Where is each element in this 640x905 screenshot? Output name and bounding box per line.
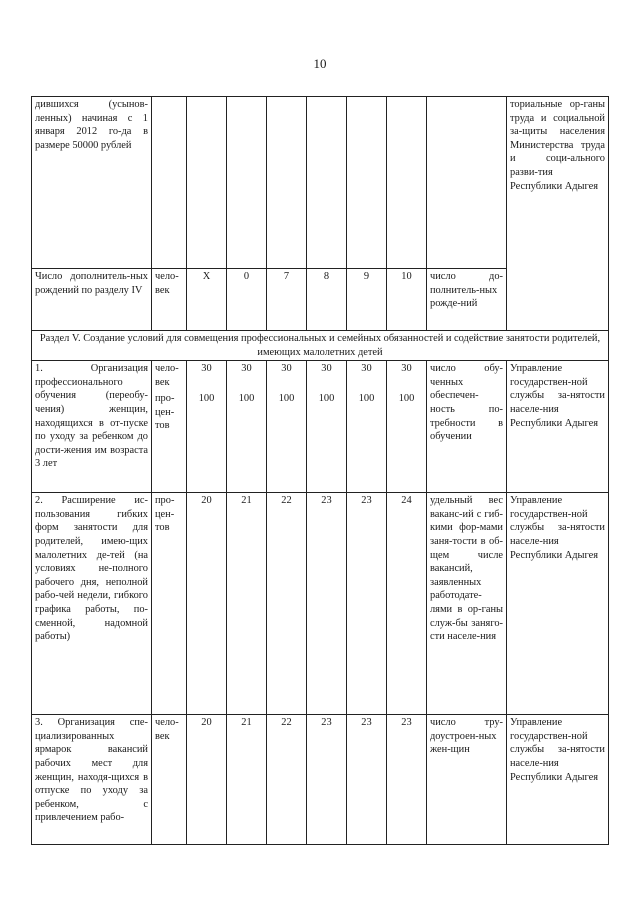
program-table <box>31 96 609 845</box>
row-births-description: Число дополнитель-ных рождений по разделу IV <box>32 269 152 331</box>
row-continued-unit <box>152 97 187 269</box>
row-1-value-6 <box>387 361 427 493</box>
row-3-value-2: 21 <box>227 715 267 845</box>
row-1-value-1-a: 30 <box>201 363 212 375</box>
row-1-value-1 <box>187 361 227 493</box>
row-1-responsible: Управление государствен-ной службы за-нятости населе-ния Республики Адыгея <box>507 361 609 493</box>
table-row-3 <box>32 715 609 845</box>
row-3-responsible: Управление государствен-ной службы за-нятости населе-ния Республики Адыгея <box>507 715 609 845</box>
row-1-value-4-b: 100 <box>318 393 335 405</box>
section-heading-row <box>32 331 609 361</box>
row-2-description: 2. Расширение ис-пользования гибких форм занятости для родителей, имею-щих малолетних де-тей (на условиях не-полного рабочего дня, неполной рабо-чей недели, гибкого графика работы, по-сменной, надомной работы) <box>32 493 152 715</box>
row-1-unit <box>152 361 187 493</box>
row-continued-value-1 <box>187 97 227 269</box>
row-1-value-6-a: 30 <box>401 363 412 375</box>
row-2-value-4: 23 <box>307 493 347 715</box>
row-births-value-1: Х <box>187 269 227 331</box>
row-2-value-2: 21 <box>227 493 267 715</box>
row-3-value-5: 23 <box>347 715 387 845</box>
row-1-description: 1. Организация профессионального обучения (переобу-чения) женщин, находящихся в от-пуске по уходу за ребенком до дости-жения им возраста 3 лет <box>32 361 152 493</box>
row-1-value-4 <box>307 361 347 493</box>
row-1-value-5-a: 30 <box>361 363 372 375</box>
row-continued-description: дившихся (усынов-ленных) начиная с 1 января 2012 го-да в размере 50000 рублей <box>32 97 152 269</box>
row-3-value-3: 22 <box>267 715 307 845</box>
table-row-continued <box>32 97 609 269</box>
row-3-value-6: 23 <box>387 715 427 845</box>
row-continued-value-5 <box>347 97 387 269</box>
row-1-value-5 <box>347 361 387 493</box>
row-continued-value-3 <box>267 97 307 269</box>
row-1-value-2 <box>227 361 267 493</box>
row-2-value-1: 20 <box>187 493 227 715</box>
row-births-unit: чело-век <box>152 269 187 331</box>
row-births-indicator: число до-полнитель-ных рожде-ний <box>427 269 507 331</box>
row-1-value-6-b: 100 <box>398 393 415 405</box>
row-births-value-2: 0 <box>227 269 267 331</box>
row-continued-indicator <box>427 97 507 269</box>
table-row-2 <box>32 493 609 715</box>
row-2-value-5: 23 <box>347 493 387 715</box>
row-2-value-3: 22 <box>267 493 307 715</box>
row-3-indicator: число тру-доустроен-ных жен-щин <box>427 715 507 845</box>
row-1-value-3-b: 100 <box>278 393 295 405</box>
row-3-description: 3. Организация спе-циализированных ярмарок вакансий рабочих мест для женщин, находя-щихся в отпуске по уходу за ребенком, с привлечением рабо- <box>32 715 152 845</box>
row-1-unit-b: про-цен-тов <box>155 393 175 432</box>
row-3-value-4: 23 <box>307 715 347 845</box>
row-1-value-2-a: 30 <box>241 363 252 375</box>
row-2-responsible: Управление государствен-ной службы за-нятости населе-ния Республики Адыгея <box>507 493 609 715</box>
row-1-indicator: число обу-ченных обеспечен-ность по-требности в обучении <box>427 361 507 493</box>
row-3-value-1: 20 <box>187 715 227 845</box>
row-1-value-3-a: 30 <box>281 363 292 375</box>
section-heading: Раздел V. Создание условий для совмещения профессиональных и семейных обязанностей и содействие занятости родителей, имеющих малолетних детей <box>32 331 609 361</box>
row-1-value-4-a: 30 <box>321 363 332 375</box>
row-births-value-6: 10 <box>387 269 427 331</box>
page-number: 10 <box>313 56 327 71</box>
row-3-unit: чело-век <box>152 715 187 845</box>
row-1-value-2-b: 100 <box>238 393 255 405</box>
row-continued-value-2 <box>227 97 267 269</box>
row-1-value-1-b: 100 <box>198 393 215 405</box>
row-continued-responsible: ториальные ор-ганы труда и социальной за-щиты населения Министерства труда и соци-ального разви-тия Республики Адыгея <box>507 97 609 331</box>
row-2-unit: про-цен-тов <box>152 493 187 715</box>
table-row-1 <box>32 361 609 493</box>
row-2-indicator: удельный вес ваканс-ий с гиб-кими фор-мами заня-тости в об-щем числе вакансий, заявленных работодате-лями в ор-ганы служ-бы заняго-сти населе-ния <box>427 493 507 715</box>
row-births-value-4: 8 <box>307 269 347 331</box>
row-1-value-3 <box>267 361 307 493</box>
row-births-value-5: 9 <box>347 269 387 331</box>
row-1-value-5-b: 100 <box>358 393 375 405</box>
row-births-value-3: 7 <box>267 269 307 331</box>
row-1-unit-a: чело-век <box>155 363 179 388</box>
row-continued-value-4 <box>307 97 347 269</box>
row-2-value-6: 24 <box>387 493 427 715</box>
row-continued-value-6 <box>387 97 427 269</box>
